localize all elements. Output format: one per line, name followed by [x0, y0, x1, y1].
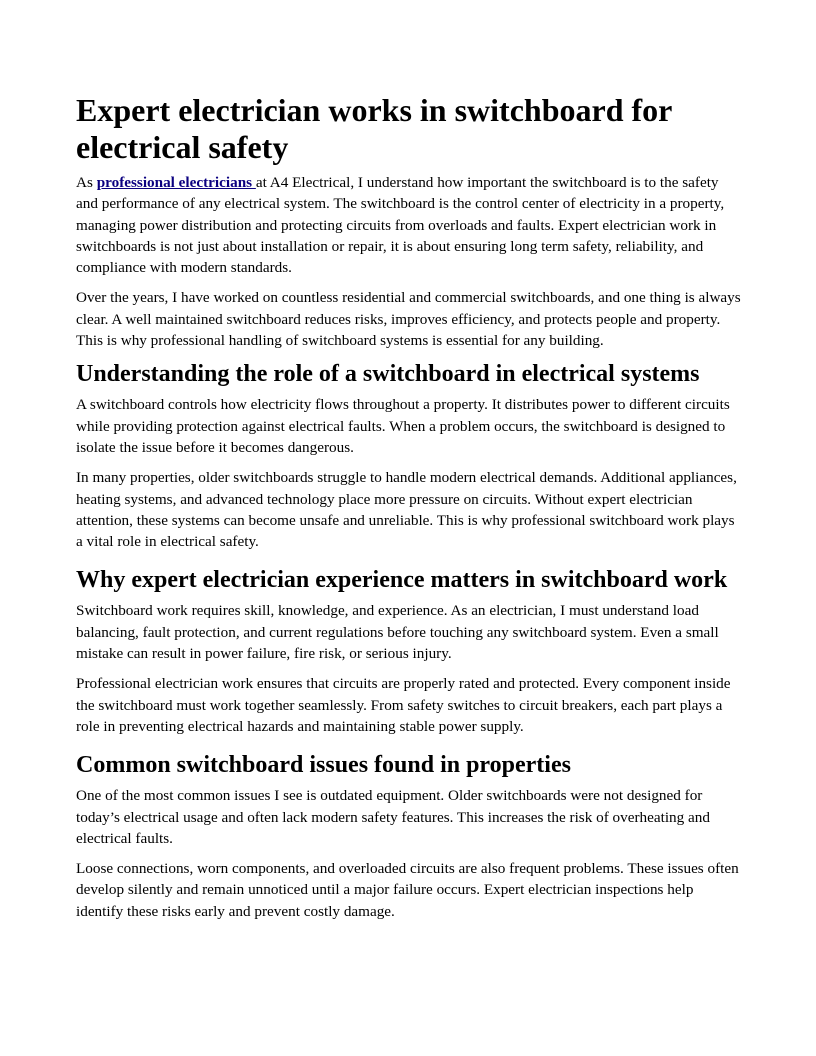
section-heading: Why expert electrician experience matters in switchboard work: [76, 567, 728, 594]
section-heading: Common switchboard issues found in properties: [76, 752, 571, 779]
section-role-of-switchboard: [76, 360, 742, 552]
page-title: Expert electrician works in switchboard for electrical safety: [76, 92, 672, 165]
intro-text-after: at A4 Electrical, I understand how important the switchboard is to the safety and performance of any electrical system. The switchboard is the control center of electricity in a property, managing power distribution and protecting circuits from overloads and faults. Expert electrician work in switchboards is not just about installation or repair, it is about ensuring long term safety, reliability, and compliance with modern standards.: [76, 174, 725, 277]
section-common-issues: [76, 751, 742, 922]
section-experience-matters: [76, 566, 742, 737]
section-heading: Understanding the role of a switchboard in electrical systems: [76, 361, 700, 388]
intro-paragraph-2: Over the years, I have worked on countless residential and commercial switchboards, and one thing is always clear. A well maintained switchboard reduces risks, improves efficiency, and protects people and property. This is why professional handling of switchboard systems is essential for any building.: [76, 289, 741, 350]
document-page: [76, 92, 742, 931]
intro-paragraph-1: [76, 172, 742, 278]
professional-electricians-link[interactable]: professional electricians: [96, 174, 256, 191]
section-paragraph: One of the most common issues I see is outdated equipment. Older switchboards were not designed for today’s electrical usage and often lack modern safety features. This increases the risk of overheating and electrical faults.: [76, 787, 710, 847]
section-paragraph: Loose connections, worn components, and overloaded circuits are also frequent problems. These issues often develop silently and remain unnoticed until a major failure occurs. Expert electrician inspections help identify these risks early and prevent costly damage.: [76, 860, 739, 920]
section-paragraph: Professional electrician work ensures that circuits are properly rated and protected. Every component inside the switchboard must work together seamlessly. From safety switches to circuit breakers, each part plays a role in preventing electrical hazards and maintaining stable power supply.: [76, 675, 731, 735]
section-paragraph: A switchboard controls how electricity flows throughout a property. It distributes power to different circuits while providing protection against electrical faults. When a problem occurs, the switchboard is designed to isolate the issue before it becomes dangerous.: [76, 396, 730, 456]
intro-text-before: As: [76, 174, 97, 191]
section-paragraph: Switchboard work requires skill, knowledge, and experience. As an electrician, I must understand load balancing, fault protection, and current regulations before touching any switchboard system. Even a small mistake can result in power failure, fire risk, or serious injury.: [76, 602, 719, 663]
section-paragraph: In many properties, older switchboards struggle to handle modern electrical demands. Additional appliances, heating systems, and advanced technology place more pressure on circuits. Without expert electrician attention, these systems can become unsafe and unreliable. This is why professional switchboard work plays a vital role in electrical safety.: [76, 469, 737, 551]
